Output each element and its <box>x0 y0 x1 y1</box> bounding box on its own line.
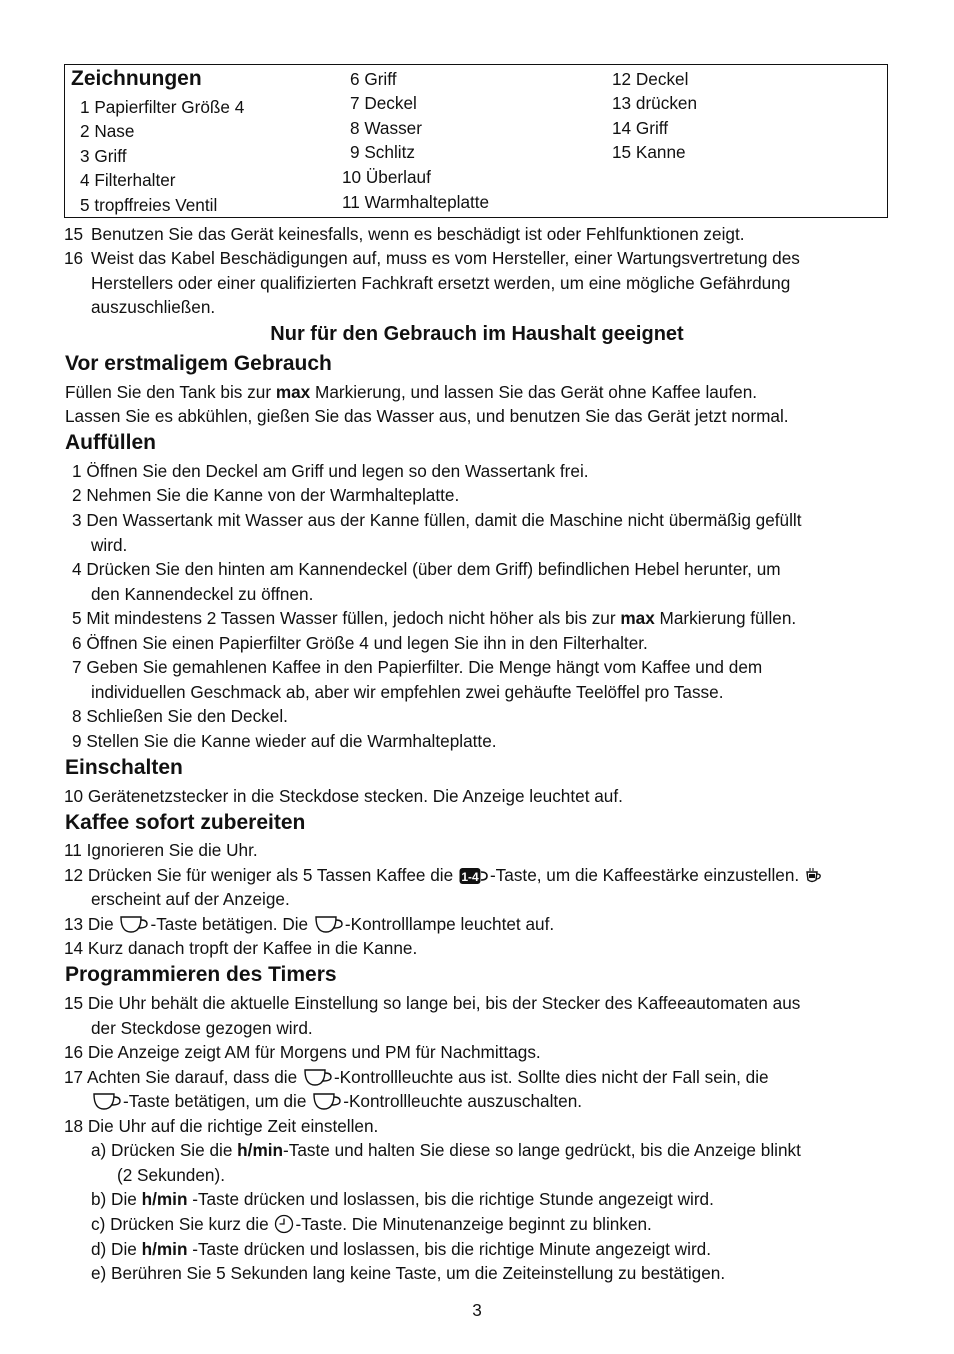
strength-icon-label: 1-4 <box>461 870 479 884</box>
drawings-item-1: 1 Papierfilter Größe 4 <box>80 97 245 117</box>
timer-step-15-cont: der Steckdose gezogen wird. <box>91 1018 313 1038</box>
drawings-item-6: 6 Griff <box>350 69 397 89</box>
brew-step-12-cont: erscheint auf der Anzeige. <box>91 889 290 909</box>
fill-step-7-cont: individuellen Geschmack ab, aber wir empfehlen zwei gehäufte Teelöffel pro Tasse. <box>91 682 724 702</box>
drawings-title: Zeichnungen <box>71 67 202 90</box>
timer-heading: Programmieren des Timers <box>65 963 337 986</box>
clock-icon <box>274 1214 294 1238</box>
safety-item-16-num: 16 <box>64 248 84 268</box>
fill-step-9: 9 Stellen Sie die Kanne wieder auf die Warmhalteplatte. <box>72 731 497 751</box>
brew-button-icon <box>92 1091 122 1115</box>
first-use-line1: Füllen Sie den Tank bis zur max Markierung, und lassen Sie das Gerät ohne Kaffee laufen. <box>65 382 758 402</box>
fill-step-5: 5 Mit mindestens 2 Tassen Wasser füllen, jedoch nicht höher als bis zur max Markierung füllen. <box>72 608 797 628</box>
brew-step-12: 12 Drücken Sie für weniger als 5 Tassen Kaffee die 1-4 -Taste, um die Kaffeestärke einzustellen. <box>64 865 824 889</box>
drawings-item-14: 14 Griff <box>612 118 669 138</box>
strength-1-4-icon <box>459 867 489 889</box>
power-step-10: 10 Gerätenetzstecker in die Steckdose stecken. Die Anzeige leuchtet auf. <box>64 786 623 806</box>
timer-substep-d: d) Die h/min -Taste drücken und loslassen, bis die richtige Minute angezeigt wird. <box>91 1239 712 1259</box>
drawings-item-4: 4 Filterhalter <box>80 170 176 190</box>
fill-step-3: 3 Den Wassertank mit Wasser aus der Kanne füllen, damit die Maschine nicht übermäßig gefüllt <box>72 510 802 530</box>
fill-step-4-cont: den Kannendeckel zu öffnen. <box>91 584 314 604</box>
brew-heading: Kaffee sofort zubereiten <box>65 811 306 834</box>
strong-cup-icon <box>805 867 823 889</box>
timer-step-15: 15 Die Uhr behält die aktuelle Einstellung so lange bei, bis der Stecker des Kaffeeautomaten aus <box>64 993 801 1013</box>
fill-step-3-cont: wird. <box>91 535 128 555</box>
timer-substep-c: c) Drücken Sie kurz die -Taste. Die Minutenanzeige beginnt zu blinken. <box>91 1214 652 1238</box>
fill-step-7: 7 Geben Sie gemahlenen Kaffee in den Papierfilter. Die Menge hängt vom Kaffee und dem <box>72 657 763 677</box>
drawings-item-5: 5 tropffreies Ventil <box>80 195 218 215</box>
brew-button-icon <box>119 914 149 938</box>
drawings-item-9: 9 Schlitz <box>350 142 415 162</box>
fill-step-6: 6 Öffnen Sie einen Papierfilter Größe 4 und legen Sie ihn in den Filterhalter. <box>72 633 648 653</box>
safety-item-16-line1: Weist das Kabel Beschädigungen auf, muss es vom Hersteller, einer Wartungsvertretung des <box>91 248 800 268</box>
page-number: 3 <box>472 1300 482 1320</box>
drawings-item-12: 12 Deckel <box>612 69 689 89</box>
safety-item-15: Benutzen Sie das Gerät keinesfalls, wenn es beschädigt ist oder Fehlfunktionen zeigt. <box>91 224 745 244</box>
fill-step-8: 8 Schließen Sie den Deckel. <box>72 706 288 726</box>
household-heading: Nur für den Gebrauch im Haushalt geeignet <box>270 323 684 345</box>
first-use-heading: Vor erstmaligem Gebrauch <box>65 352 332 375</box>
timer-substep-b: b) Die h/min -Taste drücken und loslassen, bis die richtige Stunde angezeigt wird. <box>91 1189 714 1209</box>
fill-step-2: 2 Nehmen Sie die Kanne von der Warmhalteplatte. <box>72 485 460 505</box>
fill-heading: Auffüllen <box>65 431 156 454</box>
fill-step-4: 4 Drücken Sie den hinten am Kannendeckel (über dem Griff) befindlichen Hebel herunter, um <box>72 559 781 579</box>
timer-step-18: 18 Die Uhr auf die richtige Zeit einstellen. <box>64 1116 379 1136</box>
drawings-item-2: 2 Nase <box>80 121 135 141</box>
brew-lamp-icon <box>312 1091 342 1115</box>
drawings-item-15: 15 Kanne <box>612 142 686 162</box>
safety-item-16-line2: Herstellers oder einer qualifizierten Fachkraft ersetzt werden, um eine mögliche Gefährdung <box>91 273 791 293</box>
brew-lamp-icon <box>314 914 344 938</box>
timer-step-16: 16 Die Anzeige zeigt AM für Morgens und PM für Nachmittags. <box>64 1042 541 1062</box>
brew-step-14: 14 Kurz danach tropft der Kaffee in die Kanne. <box>64 938 418 958</box>
drawings-item-8: 8 Wasser <box>350 118 422 138</box>
power-heading: Einschalten <box>65 756 183 779</box>
drawings-item-7: 7 Deckel <box>350 93 417 113</box>
timer-substep-e: e) Berühren Sie 5 Sekunden lang keine Taste, um die Zeiteinstellung zu bestätigen. <box>91 1263 726 1283</box>
fill-step-1: 1 Öffnen Sie den Deckel am Griff und legen so den Wassertank frei. <box>72 461 589 481</box>
drawings-item-10: 10 Überlauf <box>342 167 431 187</box>
brew-lamp-icon <box>303 1067 333 1091</box>
first-use-line2: Lassen Sie es abkühlen, gießen Sie das Wasser aus, und benutzen Sie das Gerät jetzt normal. <box>65 406 789 426</box>
drawings-item-13: 13 drücken <box>612 93 698 113</box>
drawings-item-11: 11 Warmhalteplatte <box>342 192 490 212</box>
timer-substep-a-cont: (2 Sekunden). <box>117 1165 225 1185</box>
timer-step-17-cont: -Taste betätigen, um die -Kontrollleuchte auszuschalten. <box>91 1091 582 1115</box>
safety-item-16-line3: auszuschließen. <box>91 297 216 317</box>
safety-item-15-num: 15 <box>64 224 84 244</box>
drawings-item-3: 3 Griff <box>80 146 127 166</box>
brew-step-13: 13 Die -Taste betätigen. Die -Kontrolllampe leuchtet auf. <box>64 914 554 938</box>
timer-step-17: 17 Achten Sie darauf, dass die -Kontrollleuchte aus ist. Sollte dies nicht der Fall sein, die <box>64 1067 769 1091</box>
timer-substep-a: a) Drücken Sie die h/min-Taste und halten Sie diese so lange gedrückt, bis die Anzeige blinkt <box>91 1140 801 1160</box>
brew-step-11: 11 Ignorieren Sie die Uhr. <box>64 840 258 860</box>
